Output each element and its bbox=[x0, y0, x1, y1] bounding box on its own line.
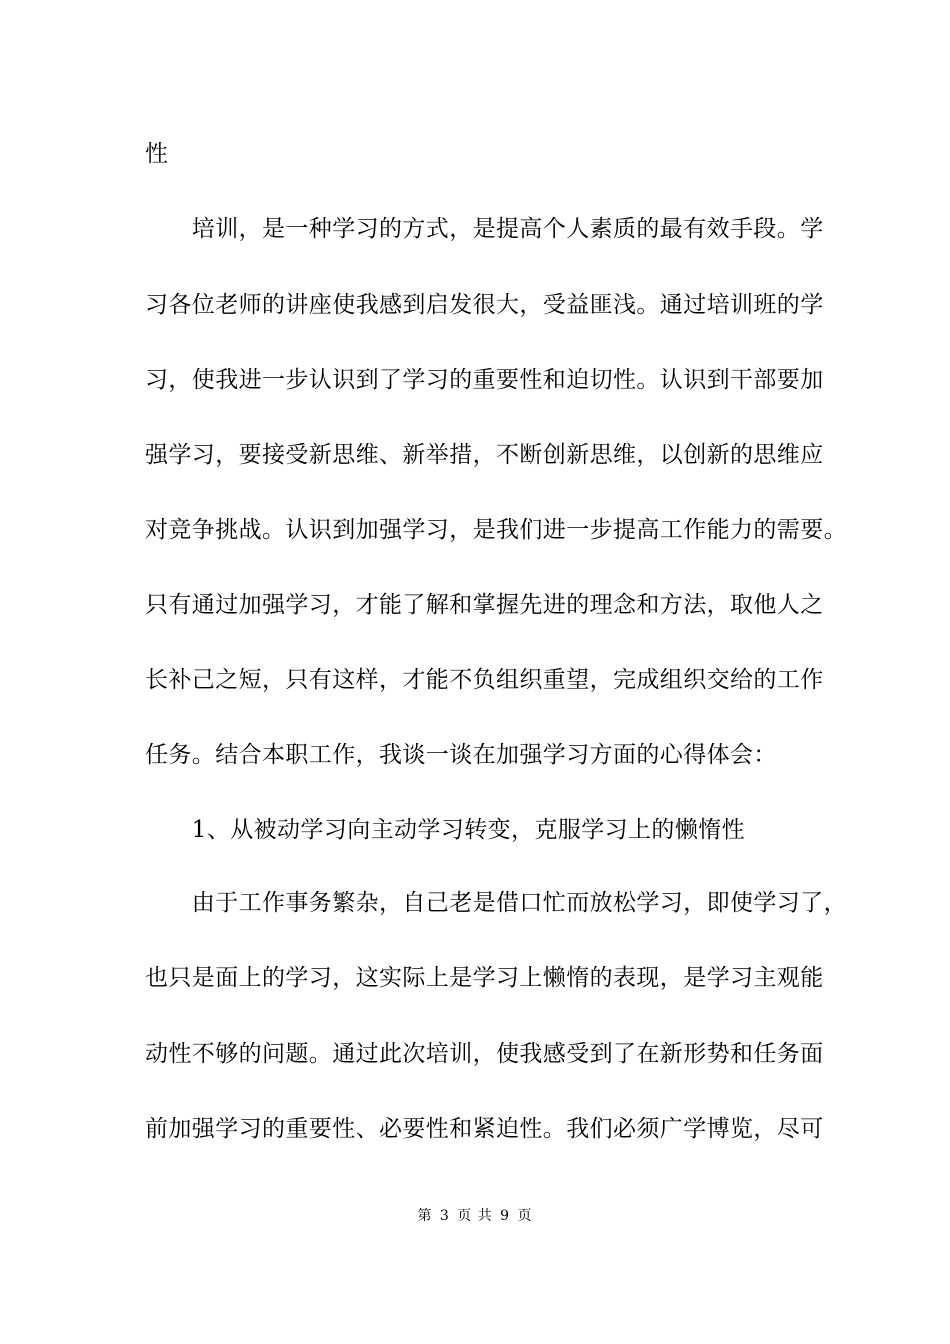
total-pages-number: 9 bbox=[500, 1208, 511, 1224]
text-line: 任务。结合本职工作，我谈一谈在加强学习方面的心得体会： bbox=[145, 742, 777, 768]
page-footer bbox=[0, 1207, 950, 1225]
footer-middle: 页 共 bbox=[457, 1208, 493, 1224]
current-page-number: 3 bbox=[439, 1208, 450, 1224]
text-line: 习，使我进一步认识到了学习的重要性和迫切性。认识到干部要加 bbox=[145, 367, 824, 393]
text-line: 强学习，要接受新思维、新举措，不断创新思维，以创新的思维应 bbox=[145, 442, 824, 468]
text-line: 前加强学习的重要性、必要性和紧迫性。我们必须广学博览，尽可 bbox=[145, 1116, 824, 1142]
text-line: 只有通过加强学习，才能了解和掌握先进的理念和方法，取他人之 bbox=[145, 592, 824, 618]
text-line: 也只是面上的学习，这实际上是学习上懒惰的表现，是学习主观能 bbox=[145, 965, 824, 991]
text-line: 对竞争挑战。认识到加强学习，是我们进一步提高工作能力的需要。 bbox=[145, 517, 847, 543]
text-line: 长补己之短，只有这样，才能不负组织重望，完成组织交给的工作 bbox=[145, 667, 824, 693]
text-line: 习各位老师的讲座使我感到启发很大，受益匪浅。通过培训班的学 bbox=[145, 292, 824, 318]
text-line: 培训，是一种学习的方式，是提高个人素质的最有效手段。学 bbox=[145, 216, 824, 242]
text-line: 由于工作事务繁杂，自己老是借口忙而放松学习，即使学习了， bbox=[145, 890, 847, 916]
text-line: 性 bbox=[145, 141, 169, 167]
footer-prefix: 第 bbox=[417, 1208, 433, 1224]
section-heading: 1、从被动学习向主动学习转变，克服学习上的懒惰性 bbox=[145, 817, 746, 843]
text-line: 动性不够的问题。通过此次培训，使我感受到了在新形势和任务面 bbox=[145, 1041, 824, 1067]
footer-suffix: 页 bbox=[517, 1208, 533, 1224]
